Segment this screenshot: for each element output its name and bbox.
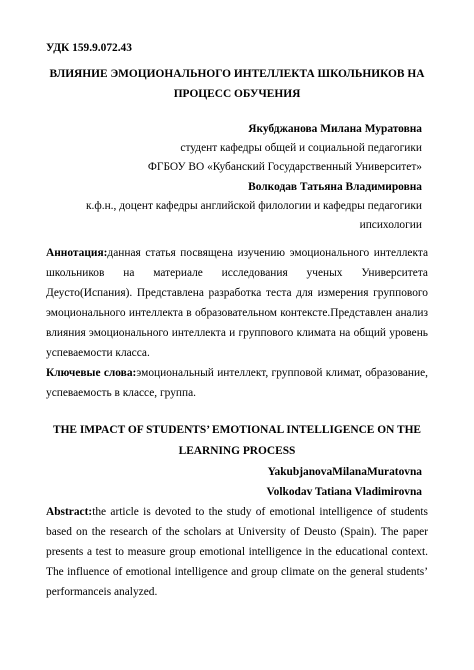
- ru-abstract-line-1: [46, 246, 428, 260]
- ru-keywords-line-2: успеваемость в классе, группа.: [46, 387, 197, 399]
- en-abstract-label: Abstract:: [46, 506, 93, 518]
- ru-author-1: Якубджанова Милана Муратовна: [248, 123, 422, 135]
- ru-author-2: Волкодав Татьяна Владимировна: [248, 181, 422, 193]
- ru-affiliation-1-line-2: ФГБОУ ВО «Кубанский Государственный Университет»: [147, 161, 422, 173]
- ru-keywords-text-1: эмоциональный интеллект, групповой климат, образование,: [136, 367, 428, 379]
- en-title-line-2: LEARNING PROCESS: [178, 445, 296, 457]
- en-abstract-line-2: based on the research of the scholars at University of Deusto (Spain). The paper: [46, 526, 428, 538]
- en-abstract-line-4: The influence of emotional intelligence and group climate on the general students’: [46, 566, 428, 578]
- en-abstract-text-1: the article is devoted to the study of emotional intelligence of students: [92, 506, 428, 518]
- ru-abstract-label: Аннотация:: [46, 247, 108, 259]
- ru-abstract-line-4: эмоционального интеллекта в образовательном контексте.Представлен анализ: [46, 307, 428, 319]
- ru-abstract-line-6: успеваемости класса.: [46, 347, 150, 359]
- en-author-2: Volkodav Tatiana Vladimirovna: [266, 486, 422, 498]
- ru-keywords-label: Ключевые слова:: [46, 367, 137, 379]
- ru-abstract-line-2: школьников на материале исследования ученых Университета: [46, 267, 428, 279]
- en-abstract-line-3: presents a test to measure group emotional intelligence in the educational context.: [46, 546, 428, 558]
- ru-affiliation-1-line-1: студент кафедры общей и социальной педагогики: [180, 142, 422, 154]
- ru-abstract-line-5: влияния эмоционального интеллекта и группового климата на общий уровень: [46, 327, 428, 339]
- ru-abstract-line-3: Деусто(Испания). Представлена разработка теста для измерения группового: [46, 287, 428, 299]
- ru-affiliation-2-line-1: к.ф.н., доцент кафедры английской филологии и кафедры педагогики: [85, 200, 422, 212]
- ru-title-line-2: ПРОЦЕСС ОБУЧЕНИЯ: [173, 88, 301, 100]
- ru-keywords-line-1: [46, 366, 428, 380]
- en-title-line-1: THE IMPACT OF STUDENTS’ EMOTIONAL INTELLIGENCE ON THE: [52, 424, 422, 436]
- udk-code: УДК 159.9.072.43: [46, 42, 132, 54]
- en-abstract-line-5: performanceis analyzed.: [46, 586, 158, 598]
- ru-title-line-1: ВЛИЯНИЕ ЭМОЦИОНАЛЬНОГО ИНТЕЛЛЕКТА ШКОЛЬНИКОВ НА: [49, 68, 425, 80]
- ru-abstract-text-1: данная статья посвящена изучению эмоционального интеллекта: [107, 247, 428, 259]
- ru-affiliation-2-line-2: ипсихологии: [359, 219, 422, 231]
- en-abstract-line-1: [46, 505, 428, 519]
- en-author-1: YakubjanovaMilanaMuratovna: [267, 466, 422, 478]
